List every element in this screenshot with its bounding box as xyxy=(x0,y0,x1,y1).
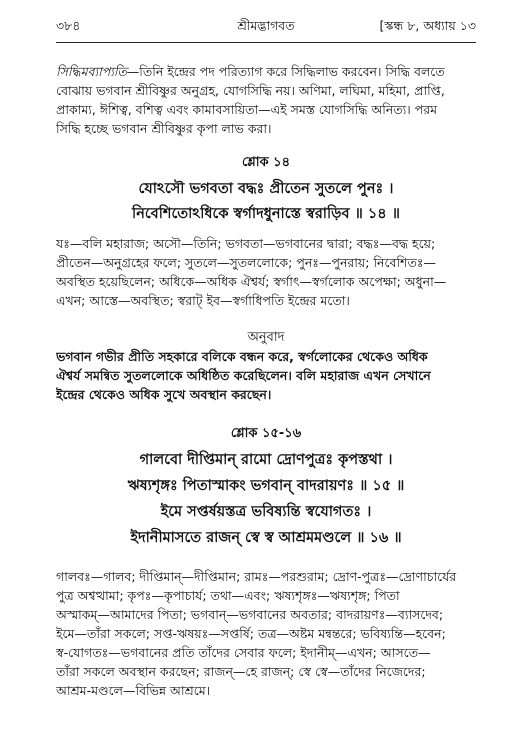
synonym-line: এখন; আস্তে—অবস্থিত; স্বরাট্‌ ইব—স্বর্গাধিপতি ইন্দ্রের মতো। xyxy=(56,293,350,308)
page-header xyxy=(56,18,476,40)
verse-line: নিবেশিতোঽধিকে স্বর্গাদধুনাস্তে স্বরাড়িব ॥ ১৪ ॥ xyxy=(132,206,400,222)
intro-term: সিদ্ধিমব্যাপ্যতি xyxy=(56,64,127,79)
synonym-line: পুত্র অশ্বত্থামা; কৃপঃ—কৃপাচার্য; তথা—এবং; ঋষ্যশৃঙ্গঃ—ঋষ্যশৃঙ্গ; পিতা xyxy=(56,588,400,603)
page-number: ৩৮৪ xyxy=(56,18,81,33)
verse-line: ঋষ্যশৃঙ্গঃ পিতাস্মাকং ভগবান্‌ বাদরায়ণঃ ॥ ১৫ ॥ xyxy=(127,478,405,494)
chapter-reference: [স্কন্ধ ৮, অধ্যায় ১৩ xyxy=(379,18,476,33)
verse-heading: শ্লোক ১৪ xyxy=(241,155,291,170)
intro-line: বোঝায় ভগবান শ্রীবিষ্ণুর অনুগ্রহ, যোগসিদ্ধি নয়। অণিমা, লঘিমা, মহিমা, প্রাপ্তি, xyxy=(56,83,445,98)
translation-heading: অনুবাদ xyxy=(247,330,285,345)
intro-line: প্রাকাম্য, ঈশিত্ব, বশিত্ব এবং কামাবসায়িতা—এই সমস্ত যোগসিদ্ধি অনিত্য। পরম xyxy=(56,102,438,117)
synonym-line: যঃ—বলি মহারাজ; অসৌ—তিনি; ভগবতা—ভগবানের দ্বারা; বদ্ধঃ—বদ্ধ হয়ে; xyxy=(56,236,436,251)
translation-line: ঐশ্বর্য সমন্বিত সুতললোকে অধিষ্ঠিত করেছিলেন। বলি মহারাজ এখন সেখানে xyxy=(56,368,431,383)
synonym-line: ইমে—তাঁরা সকলে; সপ্ত-ঋষয়ঃ—সপ্তর্ষি; তত্র—অষ্টম মন্বন্তরে; ভবিষ্যন্তি—হবেন; xyxy=(56,626,446,641)
synonym-line: স্ব-যোগতঃ—ভগবানের প্রতি তাঁদের সেবার ফলে; ইদানীম্‌—এখন; আসতে— xyxy=(56,645,431,660)
verse-line: যোঽসৌ ভগবতা বদ্ধঃ প্রীতেন সুতলে পুনঃ । xyxy=(138,181,394,197)
verse-line: ইদানীমাসতে রাজন্‌ স্বে স্ব আশ্রমমণ্ডলে ॥ ১৬ ॥ xyxy=(130,530,402,546)
verse-heading: শ্লোক ১৫-১৬ xyxy=(230,426,302,441)
translation-line: ইন্দ্রের থেকেও অধিক সুখে অবস্থান করছেন। xyxy=(56,387,272,402)
intro-text: —তিনি ইন্দ্রের পদ পরিত্যাগ করে সিদ্ধিলাভ করবেন। সিদ্ধি বলতে xyxy=(126,64,445,79)
synonym-line: অবস্থিত হয়েছিলেন; অধিকে—অধিক ঐশ্বর্য; স্বর্গাৎ—স্বর্গলোক অপেক্ষা; অধুনা— xyxy=(56,274,447,289)
verse-line: গালবো দীপ্তিমান্‌ রামো দ্রোণপুত্রঃ কৃপস্তথা । xyxy=(139,452,393,468)
synonym-line: গালবঃ—গালব; দীপ্তিমান্‌—দীপ্তিমান; রামঃ—পরশুরাম; দ্রোণ-পুত্রঃ—দ্রোণাচার্যের xyxy=(56,569,457,584)
synonym-line: তাঁরা সকলে অবস্থান করছেন; রাজন্‌—হে রাজন্‌; স্বে স্বে—তাঁদের নিজেদের; xyxy=(56,664,426,679)
intro-line: সিদ্ধি হচ্ছে ভগবান শ্রীবিষ্ণুর কৃপা লাভ করা। xyxy=(56,121,272,136)
header-divider xyxy=(56,42,476,43)
intro-line xyxy=(56,63,476,81)
verse-line: ইমে সপ্তর্ষয়স্তত্র ভবিষ্যন্তি স্বযোগতঃ । xyxy=(160,504,372,520)
book-title: শ্রীমদ্ভাগবত xyxy=(237,18,295,33)
synonym-line: অস্মাকম্‌—আমাদের পিতা; ভগবান্‌—ভগবানের অবতার; বাদরায়ণঃ—ব্যাসদেব; xyxy=(56,607,444,622)
translation-line: ভগবান গভীর প্রীতি সহকারে বলিকে বন্ধন করে, স্বর্গলোকের থেকেও অধিক xyxy=(56,349,428,364)
synonym-line: আশ্রম-মণ্ডলে—বিভিন্ন আশ্রমে। xyxy=(56,683,211,698)
synonym-line: প্রীতেন—অনুগ্রহের ফলে; সুতলে—সুতললোকে; পুনঃ—পুনরায়; নিবেশিতঃ— xyxy=(56,255,436,270)
